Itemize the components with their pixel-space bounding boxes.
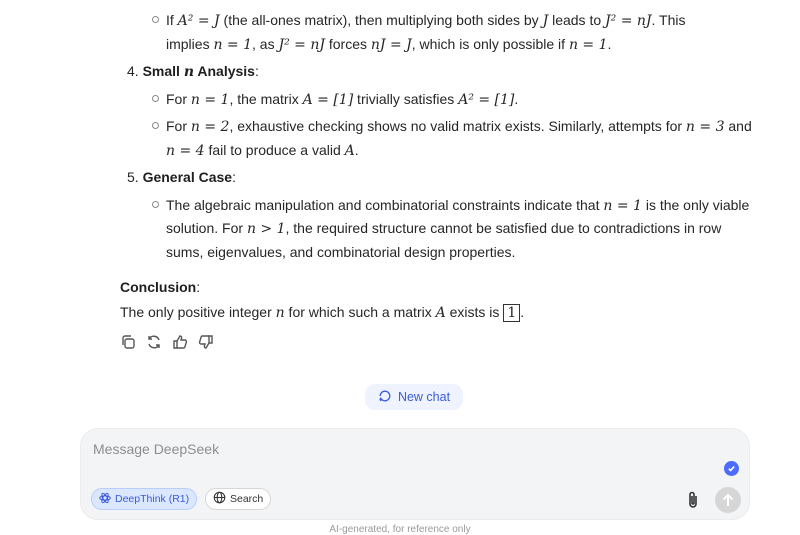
search-toggle[interactable] bbox=[205, 488, 271, 510]
thumbs-down-icon[interactable] bbox=[196, 332, 216, 352]
deepthink-toggle[interactable] bbox=[91, 488, 197, 510]
new-chat-button[interactable] bbox=[365, 384, 463, 410]
message-input[interactable] bbox=[91, 439, 695, 465]
answer-line: If A² = J (the all-ones matrix), then multiplying both sides by J leads to J² = nJ. This bbox=[166, 12, 686, 29]
bullet-marker bbox=[152, 16, 159, 23]
conclusion-heading: Conclusion: bbox=[120, 279, 201, 295]
new-chat-label: New chat bbox=[397, 390, 451, 404]
answer-line: For n = 1, the matrix A = [1] trivially satisfies A² = [1]. bbox=[166, 91, 519, 108]
search-label: Search bbox=[230, 493, 264, 505]
answer-line: implies n = 1, as J² = nJ forces nJ = J, which is only possible if n = 1. bbox=[166, 36, 612, 53]
disclaimer-text: AI-generated, for reference only bbox=[329, 524, 471, 535]
send-button[interactable] bbox=[715, 487, 741, 513]
deepthink-label: DeepThink (R1) bbox=[115, 493, 190, 505]
bullet-marker bbox=[152, 95, 159, 102]
checkmark-icon bbox=[724, 461, 739, 476]
thumbs-up-icon[interactable] bbox=[170, 332, 190, 352]
globe-icon bbox=[213, 491, 226, 507]
new-chat-icon bbox=[378, 389, 392, 406]
bullet-marker bbox=[152, 201, 159, 208]
answer-line: sums, eigenvalues, and combinatorial design properties. bbox=[166, 244, 516, 260]
list-item-heading: 4. Small n Analysis: bbox=[127, 63, 259, 80]
answer-line: The algebraic manipulation and combinatorial constraints indicate that n = 1 is the only viable bbox=[166, 197, 750, 214]
paperclip-icon[interactable] bbox=[683, 489, 703, 511]
answer-line: n = 4 fail to produce a valid A. bbox=[166, 142, 359, 159]
atom-icon bbox=[99, 492, 111, 507]
message-composer bbox=[80, 428, 750, 520]
list-item-heading: 5. General Case: bbox=[127, 169, 236, 185]
answer-line: For n = 2, exhaustive checking shows no valid matrix exists. Similarly, attempts for n = 3 and bbox=[166, 118, 752, 135]
message-actions bbox=[118, 332, 216, 352]
bullet-marker bbox=[152, 122, 159, 129]
boxed-answer: 1 bbox=[503, 304, 520, 322]
conclusion-text: The only positive integer n for which such a matrix A exists is 1 . bbox=[120, 304, 525, 321]
copy-icon[interactable] bbox=[118, 332, 138, 352]
answer-line: solution. For n > 1, the required structure cannot be satisfied due to contradictions in row bbox=[166, 220, 722, 237]
regenerate-icon[interactable] bbox=[144, 332, 164, 352]
arrow-up-icon bbox=[722, 493, 734, 507]
